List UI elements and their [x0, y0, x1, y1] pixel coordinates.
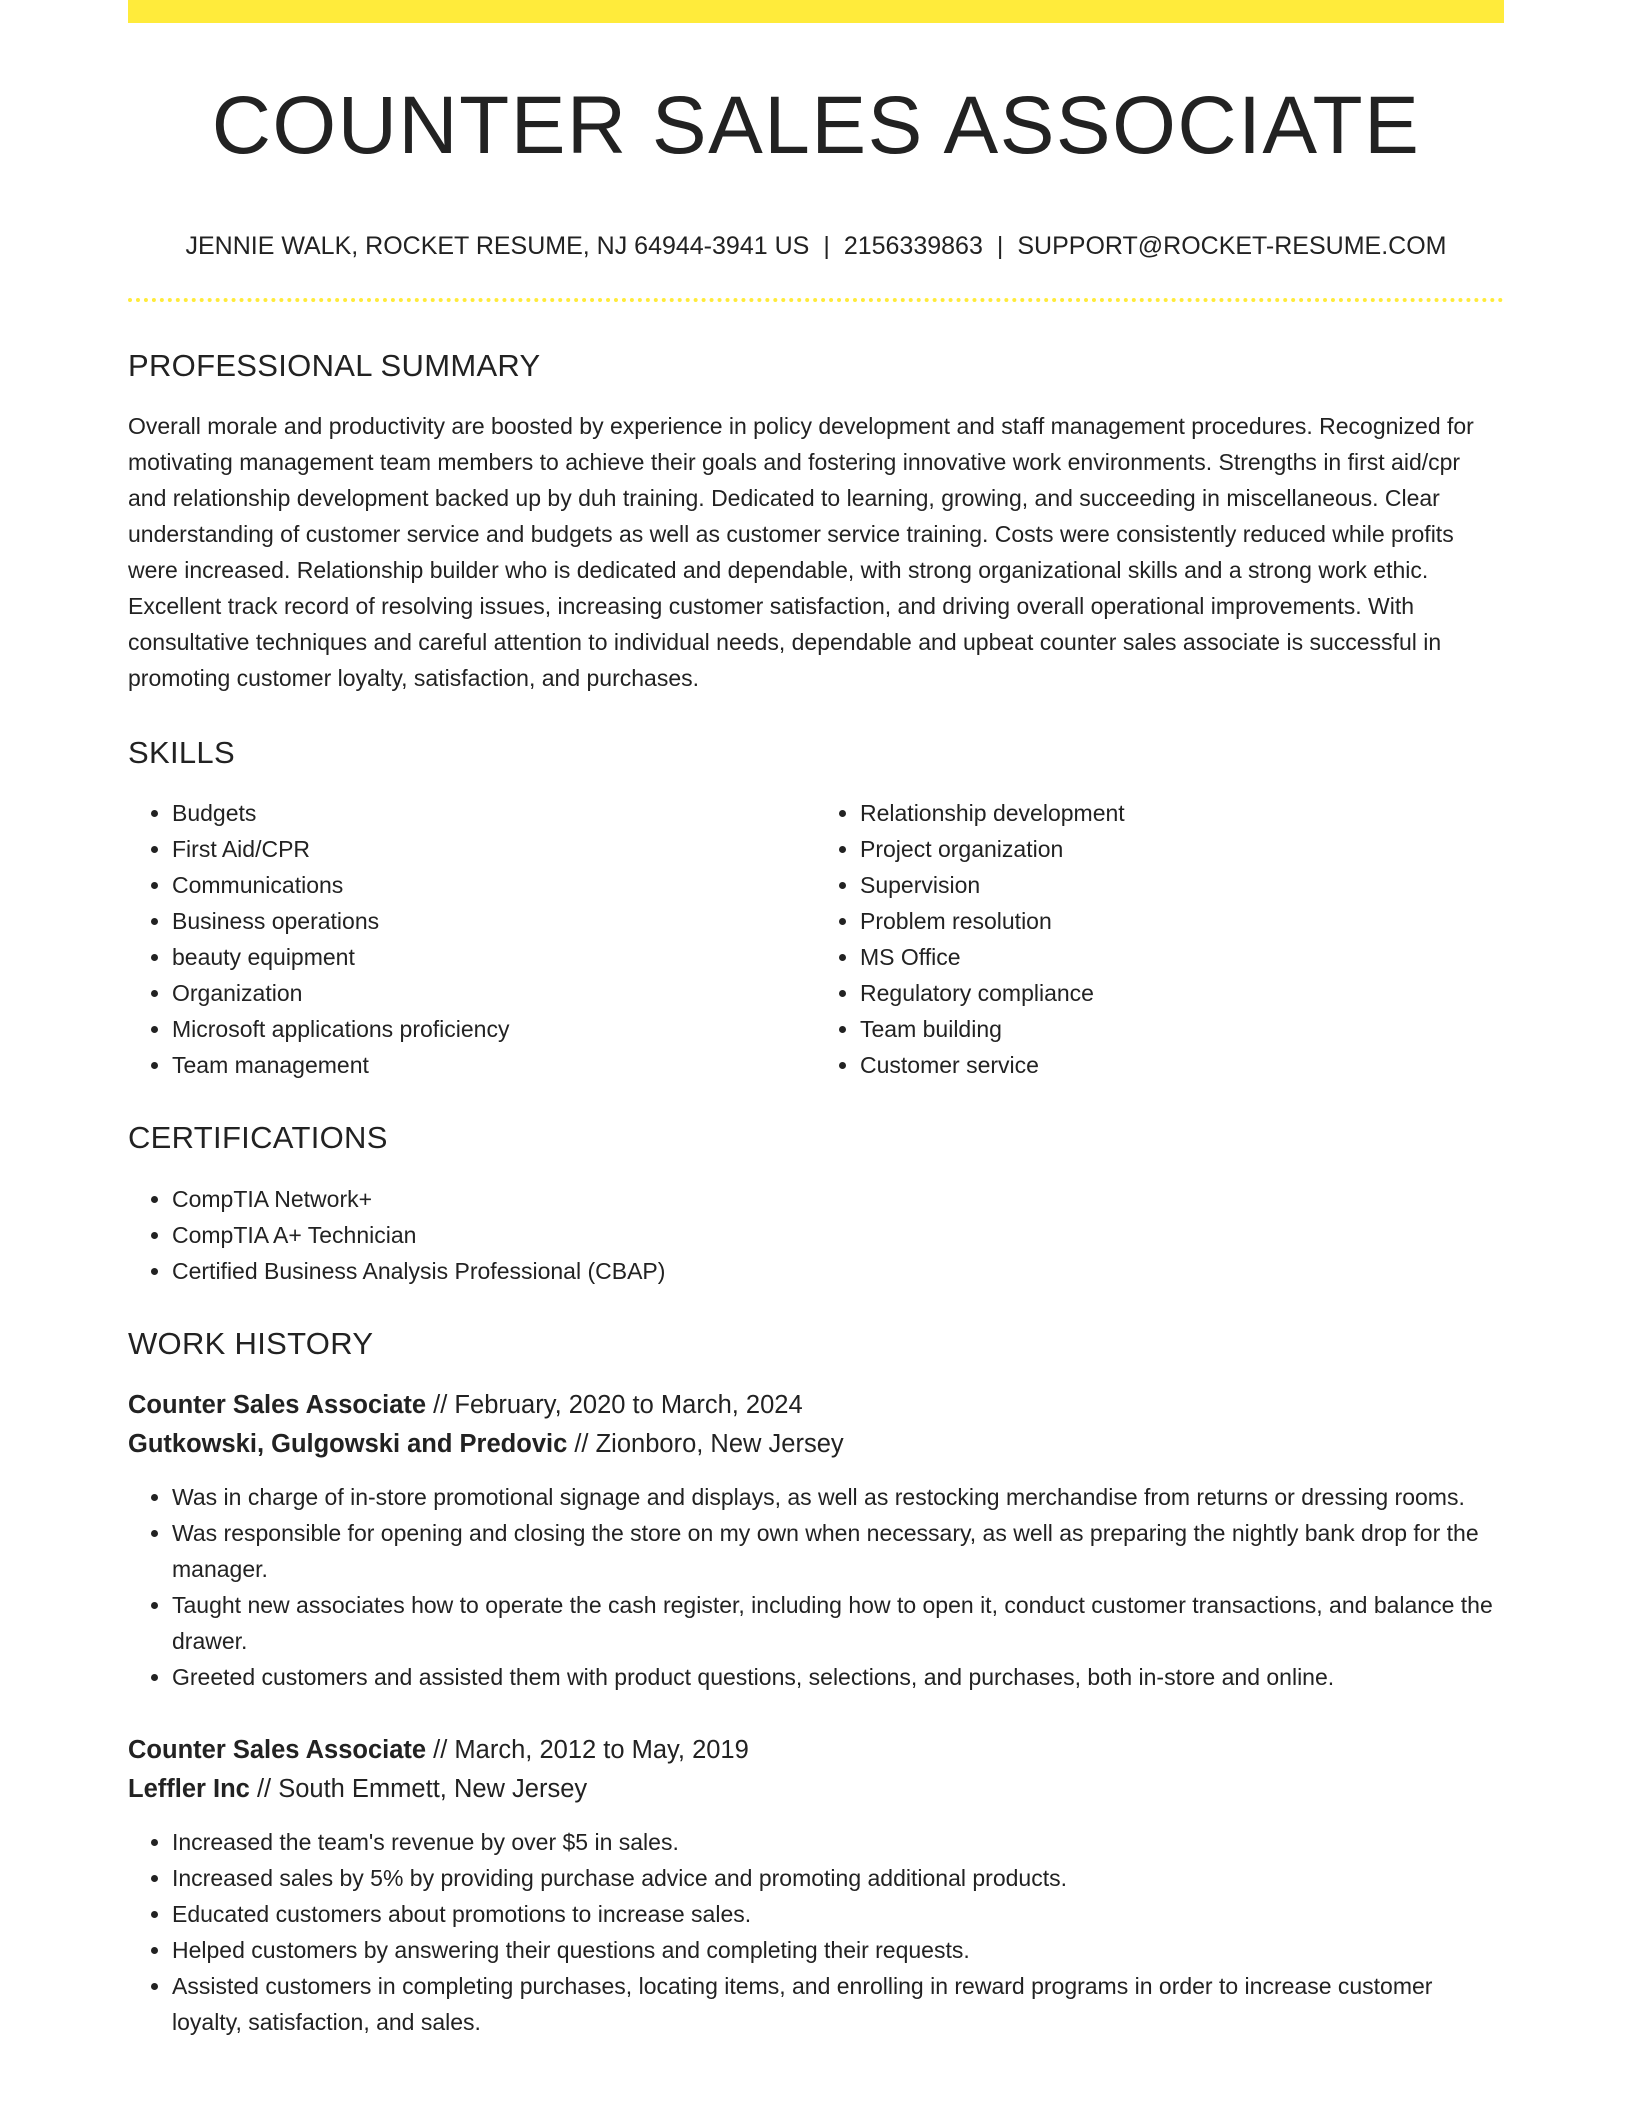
- job-dates: // February, 2020 to March, 2024: [426, 1390, 803, 1419]
- skill-item: • Microsoft applications proficiency: [172, 1011, 816, 1047]
- skill-item: • Project organization: [860, 831, 1504, 867]
- job-bullet: • Greeted customers and assisted them with product questions, selections, and purchases, both in-store and online.: [172, 1659, 1504, 1695]
- skill-item: • Communications: [172, 867, 816, 903]
- contact-email: SUPPORT@ROCKET-RESUME.COM: [1017, 232, 1447, 260]
- job-bullet: • Was in charge of in-store promotional signage and displays, as well as restocking merchandise from returns or dressing rooms.: [172, 1479, 1504, 1515]
- job-bullets: [128, 1479, 1504, 1695]
- job-bullet: • Educated customers about promotions to increase sales.: [172, 1896, 1504, 1932]
- job-company-line: [128, 1425, 1504, 1464]
- skills-list-left: [128, 795, 816, 1083]
- summary-heading: PROFESSIONAL SUMMARY: [128, 348, 541, 383]
- contact-separator: |: [823, 232, 830, 260]
- certifications-heading: CERTIFICATIONS: [128, 1120, 388, 1156]
- job-title: Counter Sales Associate: [128, 1735, 427, 1764]
- certification-item: • CompTIA Network+: [172, 1181, 1504, 1217]
- skill-item: • Customer service: [860, 1047, 1504, 1083]
- job-title: Counter Sales Associate: [128, 1390, 427, 1419]
- skill-item: • Budgets: [172, 795, 816, 831]
- skill-item: • Relationship development: [860, 795, 1504, 831]
- skill-item: • Business operations: [172, 903, 816, 939]
- skill-item: • Problem resolution: [860, 903, 1504, 939]
- skills-grid: [128, 795, 1504, 1083]
- skill-item: • Supervision: [860, 867, 1504, 903]
- job-entry: [128, 1731, 1504, 2040]
- contact-line: [128, 231, 1504, 261]
- skill-item: • MS Office: [860, 939, 1504, 975]
- job-title-line: [128, 1386, 1504, 1425]
- dotted-divider: [128, 298, 1504, 302]
- job-entry: [128, 1386, 1504, 1695]
- job-bullets: [128, 1824, 1504, 2040]
- job-company: Leffler Inc: [128, 1774, 250, 1803]
- job-bullet: • Helped customers by answering their questions and completing their requests.: [172, 1932, 1504, 1968]
- certification-item: • CompTIA A+ Technician: [172, 1217, 1504, 1253]
- resume-title: COUNTER SALES ASSOCIATE: [211, 80, 1421, 171]
- contact-address: JENNIE WALK, ROCKET RESUME, NJ 64944-3941 US: [185, 232, 810, 260]
- skill-item: • First Aid/CPR: [172, 831, 816, 867]
- job-dates: // March, 2012 to May, 2019: [426, 1735, 749, 1764]
- work-history-heading: WORK HISTORY: [128, 1325, 374, 1361]
- job-title-line: [128, 1731, 1504, 1770]
- certifications-list: [128, 1181, 1504, 1289]
- skill-item: • Regulatory compliance: [860, 975, 1504, 1011]
- skills-heading: SKILLS: [128, 735, 235, 771]
- job-bullet: • Increased the team's revenue by over $5 in sales.: [172, 1824, 1504, 1860]
- skill-item: • Organization: [172, 975, 816, 1011]
- job-bullet: • Increased sales by 5% by providing purchase advice and promoting additional products.: [172, 1860, 1504, 1896]
- skills-list-right: [816, 795, 1504, 1083]
- certification-item: • Certified Business Analysis Professional (CBAP): [172, 1253, 1504, 1289]
- job-location: // Zionboro, New Jersey: [567, 1429, 844, 1458]
- job-location: // South Emmett, New Jersey: [249, 1774, 588, 1803]
- skill-item: • Team management: [172, 1047, 816, 1083]
- job-bullet: • Taught new associates how to operate the cash register, including how to open it, conduct customer transactions, and balance the drawer.: [172, 1587, 1504, 1659]
- job-bullet: • Assisted customers in completing purchases, locating items, and enrolling in reward programs in order to increase customer loyalty, satisfaction, and sales.: [172, 1968, 1504, 2040]
- job-bullet: • Was responsible for opening and closing the store on my own when necessary, as well as preparing the nightly bank drop for the manager.: [172, 1515, 1504, 1587]
- accent-top-bar: [128, 0, 1504, 23]
- contact-phone: 2156339863: [843, 232, 983, 260]
- summary-text: Overall morale and productivity are boosted by experience in policy development and staff management procedures. Recognized for motivating management team members to achieve their goals and fostering innovative work environments. Strengths in first aid/cpr and relationship development backed up by duh training. Dedicated to learning, growing, and succeeding in miscellaneous. Clear understanding of customer service and budgets as well as customer service training. Costs were consistently reduced while profits were increased. Relationship builder who is dedicated and dependable, with strong organizational skills and a strong work ethic. Excellent track record of resolving issues, increasing customer satisfaction, and driving overall operational improvements. With consultative techniques and careful attention to individual needs, dependable and upbeat counter sales associate is successful in promoting customer loyalty, satisfaction, and purchases.: [128, 413, 1474, 692]
- skill-item: • Team building: [860, 1011, 1504, 1047]
- resume-page: [128, 0, 1504, 2040]
- job-company: Gutkowski, Gulgowski and Predovic: [128, 1429, 568, 1458]
- skill-item: • beauty equipment: [172, 939, 816, 975]
- contact-separator: |: [996, 232, 1004, 260]
- job-company-line: [128, 1770, 1504, 1809]
